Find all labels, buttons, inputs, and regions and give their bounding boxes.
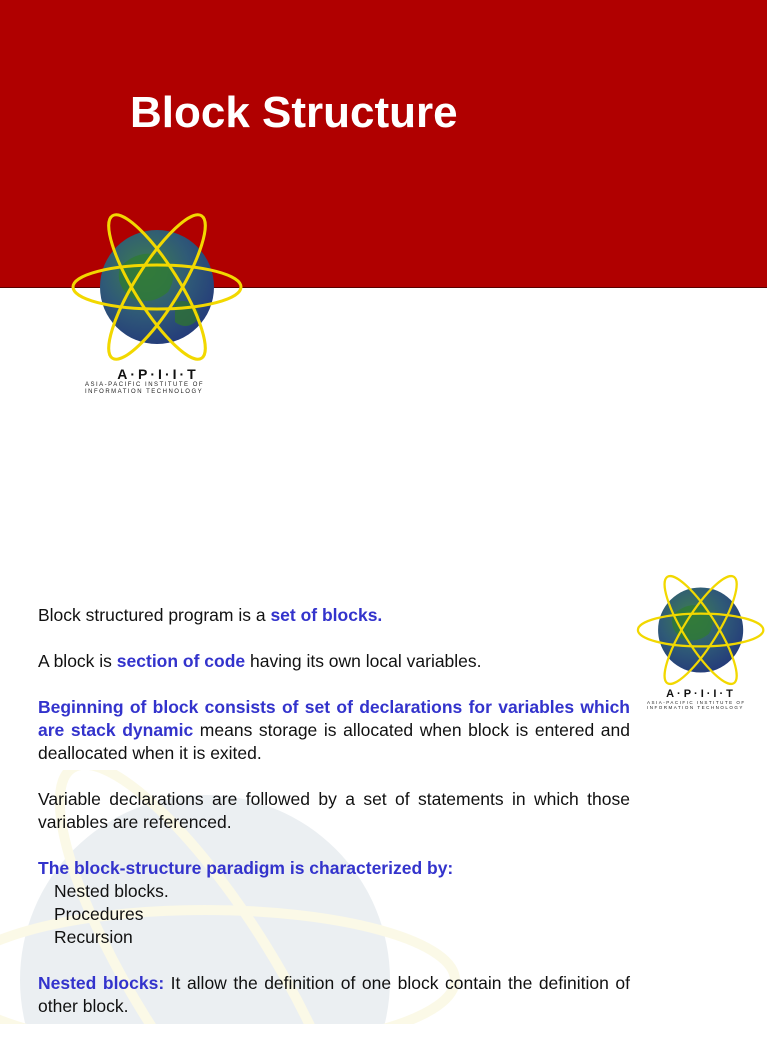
institute-logo-text: A·P·I·I·T ASIA-PACIFIC INSTITUTE OF INFORMATION TECHNOLOGY xyxy=(85,366,205,395)
slide-content xyxy=(38,604,630,1041)
paragraph-section-of-code: A block is section of code having its own local variables. xyxy=(38,651,482,671)
paragraph-set-of-blocks: Block structured program is a set of blocks. xyxy=(38,605,383,625)
title-slide xyxy=(0,0,768,395)
list-item: Procedures xyxy=(54,904,144,924)
globe-logo-icon xyxy=(70,212,245,362)
paradigm-heading: The block-structure paradigm is characterized by: xyxy=(38,858,454,878)
paragraph-nested-blocks: Nested blocks: It allow the definition of one block contain the definition of other block. xyxy=(38,973,631,1016)
paradigm-list xyxy=(38,857,630,949)
globe-logo-small-icon xyxy=(635,574,767,686)
paragraph-stack-dynamic: Beginning of block consists of set of declarations for variables which are stack dynamic means storage is allocated when block is entered and deallocated when it is exited. xyxy=(38,697,630,763)
list-item: Nested blocks. xyxy=(54,881,169,901)
institute-logo-small-text: A·P·I·I·T ASIA-PACIFIC INSTITUTE OF INFORMATION TECHNOLOGY xyxy=(647,688,746,710)
page-title: Block Structure xyxy=(130,88,458,137)
list-item: Recursion xyxy=(54,927,133,947)
paragraph-variable-declarations: Variable declarations are followed by a set of statements in which those variables are referenced. xyxy=(38,789,630,832)
